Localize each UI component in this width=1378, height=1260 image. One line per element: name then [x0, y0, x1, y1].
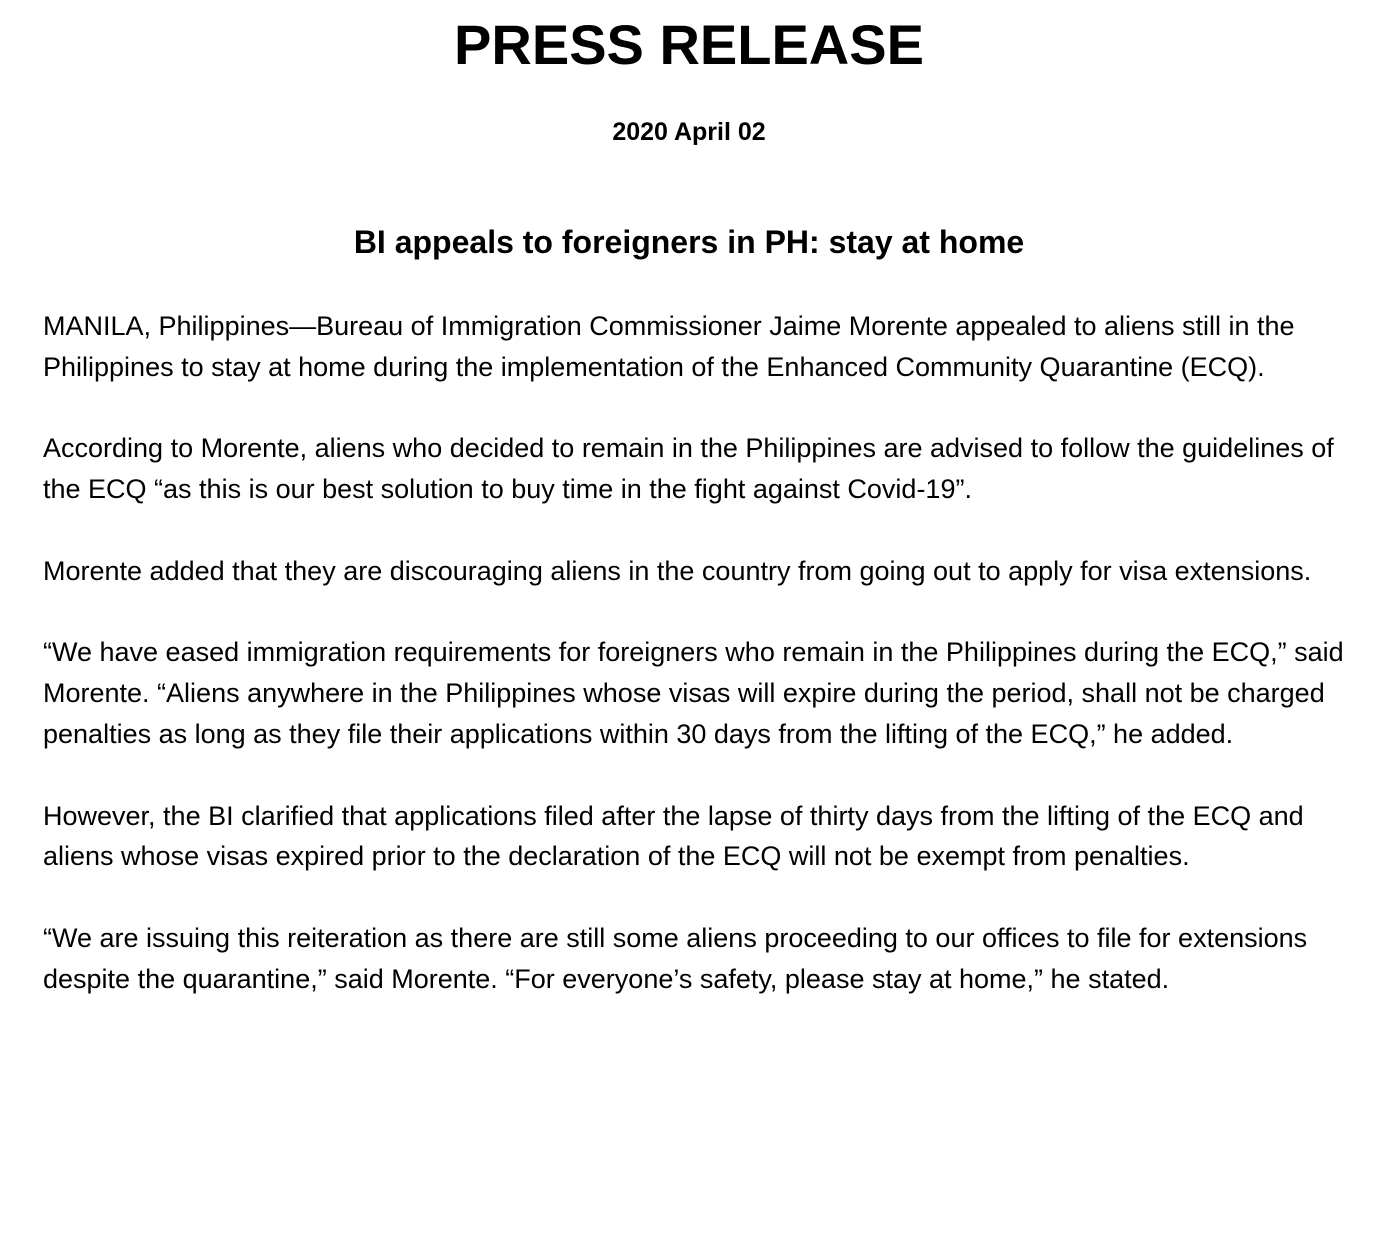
headline: BI appeals to foreigners in PH: stay at home: [353, 224, 1025, 260]
release-date: 2020 April 02: [612, 118, 766, 146]
page-title: PRESS RELEASE: [454, 13, 924, 76]
paragraph-6: “We are issuing this reiteration as there are still some aliens proceeding to our offices to file for extensions despite the quarantine,” said Morente. “For everyone’s safety, please stay at home,” he stated.: [43, 922, 1308, 994]
paragraph-5: However, the BI clarified that applications filed after the lapse of thirty days from the lifting of the ECQ and aliens whose visas expired prior to the declaration of the ECQ will not be exempt from penalties.: [43, 800, 1304, 872]
paragraph-1: MANILA, Philippines—Bureau of Immigration Commissioner Jaime Morente appealed to aliens still in the Philippines to stay at home during the implementation of the Enhanced Community Quarantine (ECQ).: [43, 311, 1295, 382]
paragraph-3: Morente added that they are discouraging aliens in the country from going out to apply for visa extensions.: [43, 555, 1312, 586]
paragraph-4: “We have eased immigration requirements for foreigners who remain in the Philippines during the ECQ,” said Morente. “Aliens anywhere in the Philippines whose visas will expire during the period, shall not be charged penalties as long as they file their applications within 30 days from the lifting of the ECQ,” he added.: [43, 637, 1344, 749]
body-text: [43, 306, 1353, 1000]
paragraph-2: According to Morente, aliens who decided to remain in the Philippines are advised to follow the guidelines of the ECQ “as this is our best solution to buy time in the fight against Covid-19”.: [43, 433, 1334, 505]
